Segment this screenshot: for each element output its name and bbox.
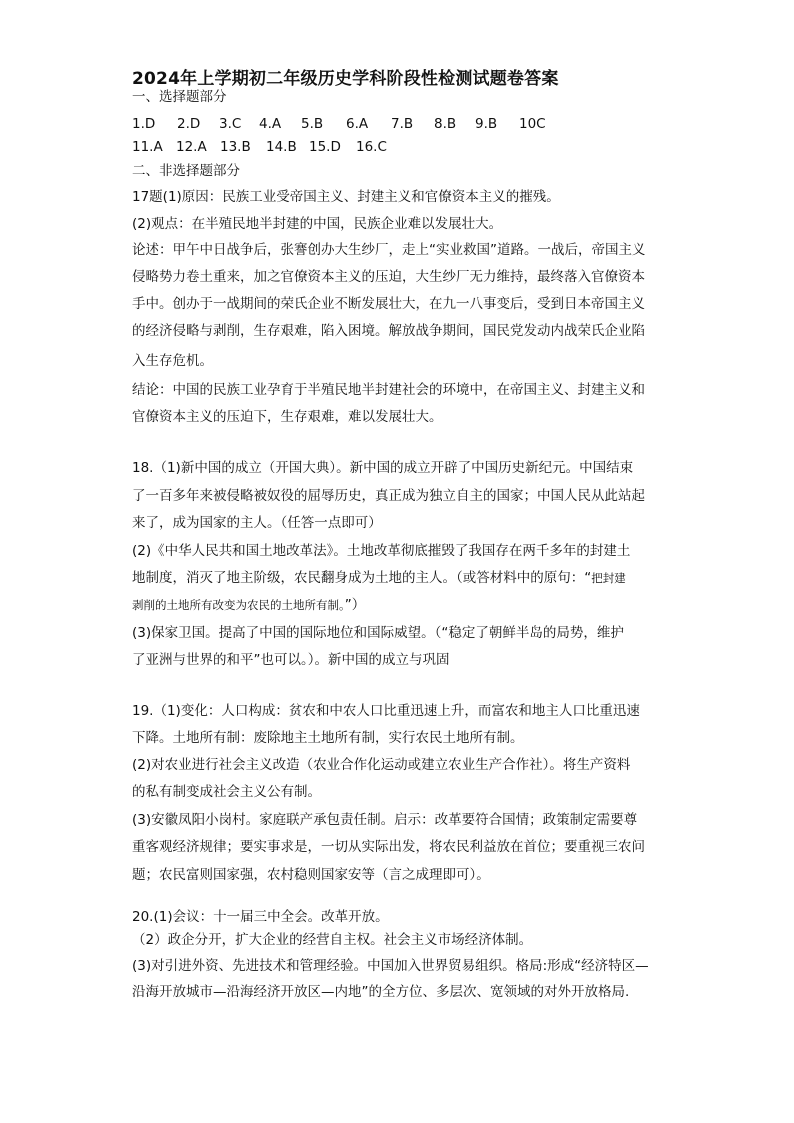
q18-line: (3)保家卫国。提高了中国的国际地位和国际威望。（“稳定了朝鲜半岛的局势，维护 (132, 625, 624, 641)
q17-line: (2)观点：在半殖民地半封建的中国，民族企业难以发展壮大。 (132, 216, 503, 232)
q19-line: 的私有制变成社会主义公有制。 (132, 784, 321, 800)
answer-item: 14.B (266, 139, 297, 155)
q17-line: 17题(1)原因：民族工业受帝国主义、封建主义和官僚资本主义的摧残。 (132, 189, 560, 205)
q20-line: （2）政企分开，扩大企业的经营自主权。社会主义市场经济体制。 (132, 932, 533, 948)
q19-line: (2)对农业进行社会主义改造（农业合作化运动或建立农业生产合作社）。将生产资料 (132, 757, 631, 773)
answer-item: 5.B (301, 116, 324, 132)
q19-line: (3)安徽凤阳小岗村。家庭联产承包责任制。启示：改革要符合国情；政策制定需要尊 (132, 812, 638, 828)
q18-line: 来了，成为国家的主人。（任答一点即可） (132, 515, 382, 531)
q19-line: 下降。土地所有制：废除地主土地所有制，实行农民土地所有制。 (132, 730, 524, 746)
q20-line: (3)对引进外资、先进技术和管理经验。中国加入世界贸易组织。格局:形成“经济特区— (132, 958, 649, 974)
answer-item: 1.D (132, 116, 156, 132)
q17-line: 侵略势力卷土重来，加之官僚资本主义的压迫，大生纱厂无力维持，最终落入官僚资本 (132, 269, 645, 285)
q18-line (132, 596, 672, 614)
answer-item: 13.B (220, 139, 251, 155)
q19-line: 重客观经济规律；要实事求是，一切从实际出发，将农民利益放在首位；要重视三农问 (132, 839, 645, 855)
nonchoice-section-heading: 二、非选择题部分 (132, 163, 240, 179)
answer-item: 12.A (176, 139, 207, 155)
choice-section-heading: 一、选择题部分 (132, 89, 227, 105)
q17-line: 入生存危机。 (132, 353, 213, 369)
q18-line: (2)《中华人民共和国土地改革法》。土地改革彻底摧毁了我国存在两千多年的封建土 (132, 543, 631, 559)
answer-item: 9.B (475, 116, 498, 132)
answer-item: 3.C (219, 116, 242, 132)
choice-answers-row-1 (132, 115, 672, 133)
q19-line: 题；农民富则国家强，农村稳则国家安等（言之成理即可）。 (132, 867, 490, 883)
answer-item: 2.D (177, 116, 201, 132)
q17-line: 官僚资本主义的压迫下，生存艰难，难以发展壮大。 (132, 409, 443, 425)
answer-item: 10C (519, 116, 546, 132)
q18-quote-text: 剥削的土地所有改变为农民的土地所有制。 (132, 598, 345, 612)
q18-line: 了一百多年来被侵略被奴役的屈辱历史，真正成为独立自主的国家；中国人民从此站起 (132, 488, 645, 504)
q17-line: 的经济侵略与剥削，生存艰难，陷入困境。解放战争期间，国民党发动内战荣氏企业陷 (132, 323, 645, 339)
answer-item: 4.A (259, 116, 282, 132)
q20-line: 沿海开放城市—沿海经济开放区—内地”的全方位、多层次、宽领域的对外开放格局. (132, 984, 630, 1000)
answer-item: 15.D (309, 139, 341, 155)
q18-line: 18.（1)新中国的成立（开国大典）。新中国的成立开辟了中国历史新纪元。中国结束 (132, 460, 634, 476)
answer-item: 8.B (434, 116, 457, 132)
q18-line-text: 地制度，消灭了地主阶级，农民翻身成为土地的主人。（或答材料中的原句：“ (132, 570, 592, 586)
answer-item: 6.A (346, 116, 369, 132)
q17-line: 结论：中国的民族工业孕育于半殖民地半封建社会的环境中，在帝国主义、封建主义和 (132, 382, 645, 398)
q17-line: 手中。创办于一战期间的荣氏企业不断发展壮大，在九一八事变后，受到日本帝国主义 (132, 296, 645, 312)
document-title: 2024年上学期初二年级历史学科阶段性检测试题卷答案 (132, 69, 559, 89)
answer-item: 11.A (132, 139, 163, 155)
q18-quote-text: 把封建 (591, 571, 626, 585)
q20-line: 20.(1)会议：十一届三中全会。改革开放。 (132, 909, 389, 925)
choice-answers-row-2 (132, 138, 672, 156)
q19-line: 19.（1)变化：人口构成：贫农和中农人口比重迅速上升，而富农和地主人口比重迅速 (132, 703, 640, 719)
q18-line (132, 569, 672, 587)
answer-item: 7.B (391, 116, 414, 132)
q18-line: 了亚洲与世界的和平”也可以。）。新中国的成立与巩固 (132, 652, 450, 668)
q17-line: 论述：甲午中日战争后，张謇创办大生纱厂，走上“实业救国”道路。一战后，帝国主义 (132, 242, 646, 258)
answer-item: 16.C (356, 139, 387, 155)
q18-line-text: ”） (344, 597, 366, 613)
